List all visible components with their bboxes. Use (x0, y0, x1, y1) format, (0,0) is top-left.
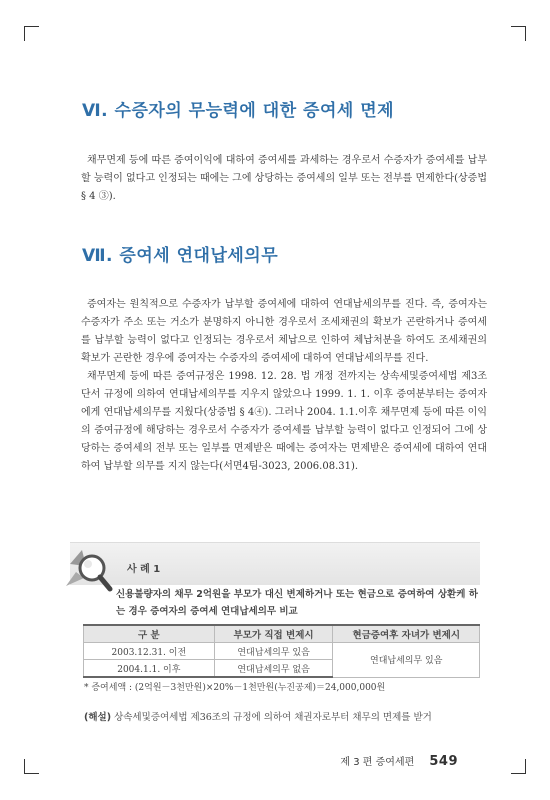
case-label: 사 례 1 (127, 564, 161, 575)
crop-mark-top-left (24, 26, 39, 41)
footer-section: 제 3 편 증여세편 (340, 757, 415, 768)
table-header-cell: 현금증여후 자녀가 변제시 (333, 625, 480, 643)
table-row (84, 643, 480, 660)
crop-mark-bottom-left (24, 759, 39, 774)
section-6-title: Ⅵ. 수증자의 무능력에 대한 증여세 면제 (82, 101, 395, 121)
paragraph: 증여자는 원칙적으로 수증자가 납부할 증여세에 대하여 연대납세의무를 진다. 즉, 증여자는 수증자가 주소 또는 거소가 분명하지 아니한 경우로서 조세채권의 확보가 곤란하거나 증여세를 납부할 능력이 없다고 인정되는 경우로서 체납으로 인하여 체납처분을 하여도 조세채권의 확보가 곤란한 경우에 증여자는 수증자의 증여세에 대하여 연대납세의무를 진다. (81, 299, 487, 364)
table-cell: 연대납세의무 없음 (214, 660, 333, 678)
table-merged-cell: 연대납세의무 있음 (333, 643, 480, 678)
crop-mark-bottom-right (511, 759, 526, 774)
commentary-tag: (해설) (84, 712, 112, 723)
table-header-cell: 구 분 (84, 625, 215, 643)
page-footer (340, 750, 458, 769)
table-header-cell: 부모가 직접 변제시 (214, 625, 333, 643)
crop-mark-top-right (511, 26, 526, 41)
section-7-body (81, 296, 487, 476)
commentary (84, 709, 432, 723)
paragraph: 채무면제 등에 따른 증여규정은 1998. 12. 28. 법 개정 전까지는 상속세및증여세법 제3조 단서 규정에 의하여 연대납세의무를 지우지 않았으나 1999. 1. 1. 이후 증여분부터는 증여자에게 연대납세의무를 지웠다(상증법 § 4④). 그러나 2004. 1.1.이후 채무면제 등에 따른 이익의 증여규정에 해당하는 경우로서 수증자가 증여세를 납부할 능력이 없다고 인정되어 그에 상당하는 증여세의 전부 또는 일부를 면제받은 때에는 증여자는 면제받은 증여세에 대하여 연대하여 납부할 의무를 지지 않는다(서면4팀-3023, 2006.08.31). (81, 371, 487, 472)
paragraph: 채무면제 등에 따른 증여이익에 대하여 증여세를 과세하는 경우로서 수증자가 증여세를 납부할 능력이 없다고 인정되는 때에는 그에 상당하는 증여세의 일부 또는 전부를 면제한다(상증법 § 4 ③). (81, 155, 487, 202)
section-6-body (81, 152, 487, 206)
magnifier-icon (62, 542, 122, 598)
comparison-table (83, 624, 480, 678)
commentary-text: 상속세및증여세법 제36조의 규정에 의하여 채권자로부터 채무의 면제를 받거 (114, 712, 432, 723)
table-cell: 2003.12.31. 이전 (84, 643, 215, 660)
table-cell: 2004.1.1. 이후 (84, 660, 215, 678)
page-number: 549 (429, 754, 458, 769)
tax-calculation-note: * 증여세액 : (2억원－3천만원)×20%－1천만원(누진공제)＝24,000,000원 (84, 683, 386, 693)
case-title: 신용불량자의 채무 2억원을 부모가 대신 변제하거나 또는 현금으로 증여하여 상환케 하는 경우 증여자의 증여세 연대납세의무 비교 (116, 589, 478, 617)
table-header-row (84, 625, 480, 643)
section-7-title: Ⅶ. 증여세 연대납세의무 (82, 246, 279, 266)
table-cell: 연대납세의무 있음 (214, 643, 333, 660)
